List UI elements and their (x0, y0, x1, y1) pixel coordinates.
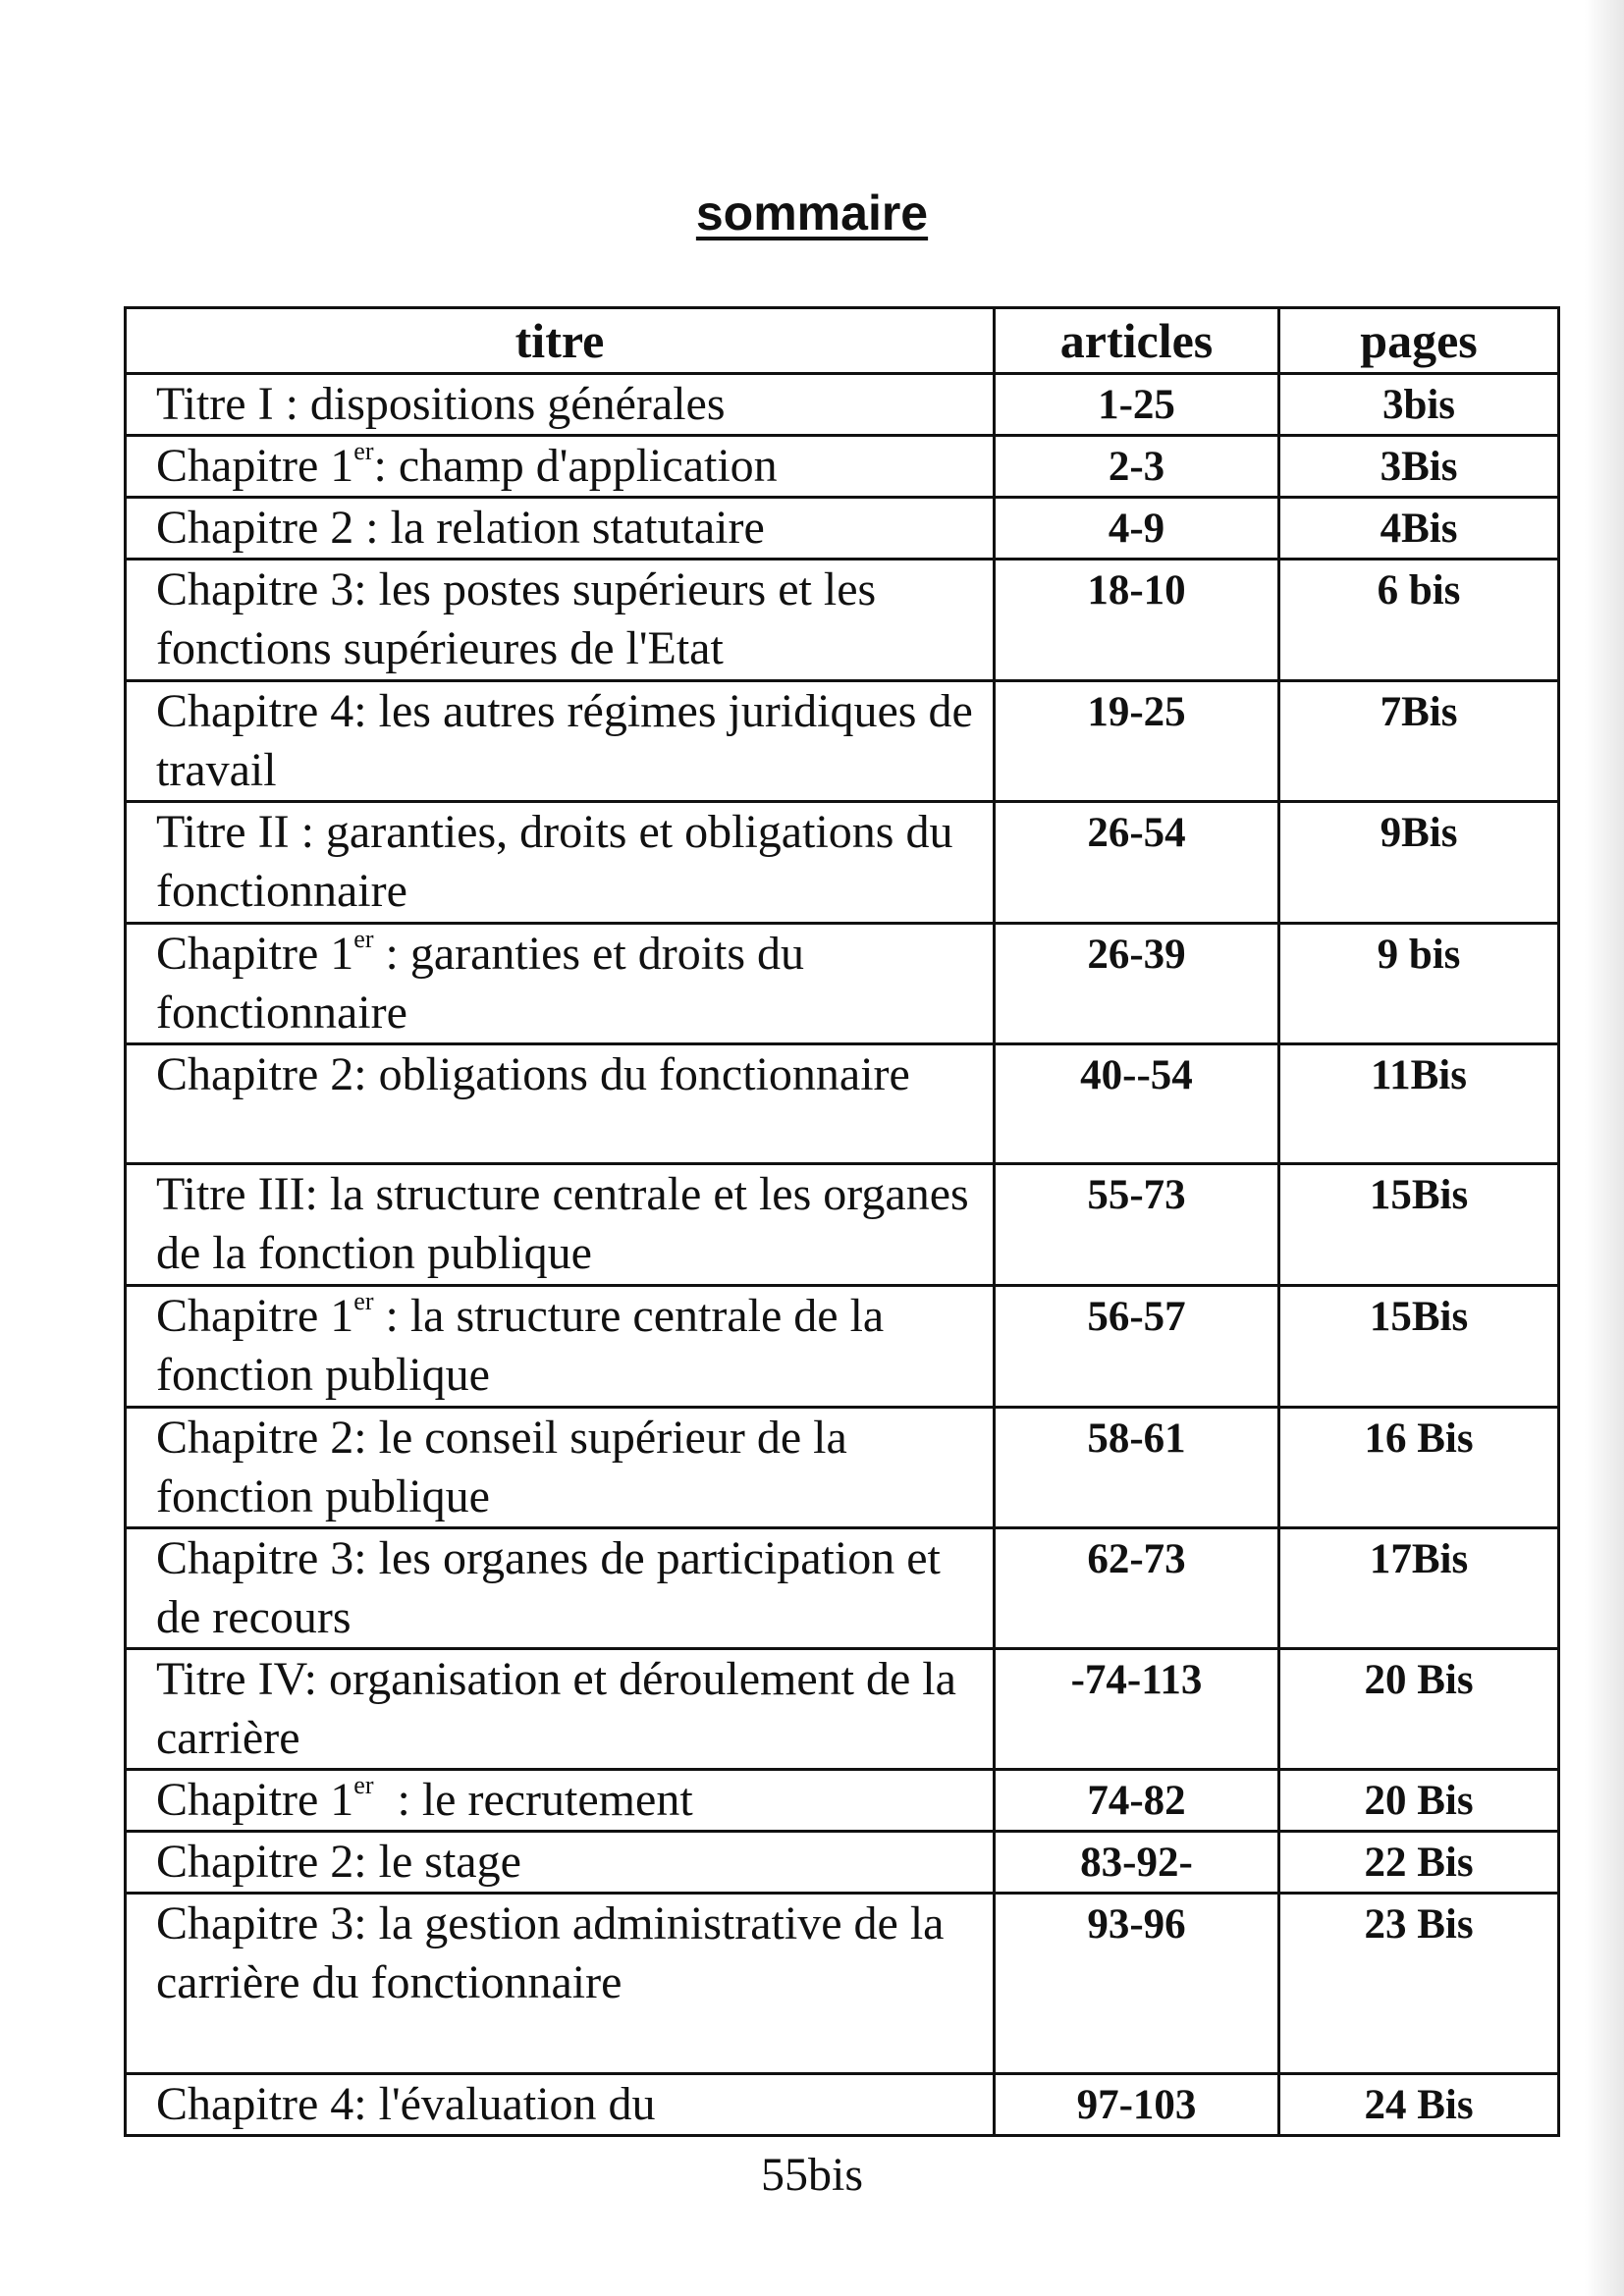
row-articles: 97-103 (995, 2074, 1279, 2136)
row-articles: 83-92- (995, 1832, 1279, 1894)
row-articles: 19-25 (995, 681, 1279, 802)
row-title (126, 1770, 995, 1832)
row-articles: 40--54 (995, 1044, 1279, 1164)
row-title: Chapitre 2: le conseil supérieur de la fonction publique (126, 1408, 995, 1528)
table-row (126, 802, 1559, 924)
row-pages: 15Bis (1279, 1286, 1559, 1408)
row-title: Chapitre 3: la gestion administrative de la carrière du fonctionnaire (126, 1894, 995, 2074)
column-header-articles: articles (995, 308, 1279, 374)
row-title-text: Chapitre 1 (156, 928, 354, 980)
row-pages: 3Bis (1279, 436, 1559, 498)
table-row (126, 1408, 1559, 1528)
row-title: Titre III: la structure centrale et les organes de la fonction publique (126, 1164, 995, 1286)
column-header-pages: pages (1279, 308, 1559, 374)
row-articles: 56-57 (995, 1286, 1279, 1408)
row-title: Chapitre 2 : la relation statutaire (126, 498, 995, 560)
row-title: Chapitre 4: l'évaluation du (126, 2074, 995, 2136)
table-row (126, 1770, 1559, 1832)
table-row (126, 374, 1559, 436)
row-title (126, 436, 995, 498)
table-row (126, 2074, 1559, 2136)
row-articles: 26-39 (995, 924, 1279, 1044)
row-pages: 4Bis (1279, 498, 1559, 560)
row-title: Chapitre 3: les organes de participation et de recours (126, 1528, 995, 1649)
table-row (126, 1832, 1559, 1894)
row-articles: 2-3 (995, 436, 1279, 498)
row-title (126, 924, 995, 1044)
row-pages: 20 Bis (1279, 1770, 1559, 1832)
row-articles: 26-54 (995, 802, 1279, 924)
row-articles: 62-73 (995, 1528, 1279, 1649)
row-title: Chapitre 4: les autres régimes juridiques de travail (126, 681, 995, 802)
row-pages: 9 bis (1279, 924, 1559, 1044)
row-pages: 7Bis (1279, 681, 1559, 802)
table-row (126, 436, 1559, 498)
row-articles: 93-96 (995, 1894, 1279, 2074)
row-pages: 22 Bis (1279, 1832, 1559, 1894)
row-articles: 74-82 (995, 1770, 1279, 1832)
row-title (126, 1286, 995, 1408)
scan-edge-shadow (1585, 0, 1624, 2296)
row-articles: 1-25 (995, 374, 1279, 436)
row-articles: -74-113 (995, 1649, 1279, 1770)
row-pages: 15Bis (1279, 1164, 1559, 1286)
row-title-superscript: er (353, 1287, 374, 1315)
table-row (126, 560, 1559, 681)
table-row (126, 1164, 1559, 1286)
row-pages: 3bis (1279, 374, 1559, 436)
row-pages: 16 Bis (1279, 1408, 1559, 1528)
row-articles: 4-9 (995, 498, 1279, 560)
row-title-text: Chapitre 1 (156, 440, 354, 492)
row-title-text: : le recrutement (373, 1774, 693, 1826)
row-title-superscript: er (353, 1771, 374, 1799)
page-number: 55bis (760, 2149, 863, 2201)
table-row (126, 1528, 1559, 1649)
summary-table (124, 306, 1560, 2137)
row-title-text: : la structure centrale de la fonction publique (156, 1290, 885, 1401)
row-pages: 20 Bis (1279, 1649, 1559, 1770)
row-articles: 55-73 (995, 1164, 1279, 1286)
table-row (126, 1894, 1559, 2074)
table-row (126, 681, 1559, 802)
row-title: Chapitre 2: le stage (126, 1832, 995, 1894)
row-title: Titre II : garanties, droits et obligations du fonctionnaire (126, 802, 995, 924)
row-title-text: Chapitre 1 (156, 1290, 354, 1342)
table-row (126, 1044, 1559, 1164)
page-title: sommaire (695, 186, 929, 240)
row-title: Chapitre 2: obligations du fonctionnaire (126, 1044, 995, 1164)
row-title: Chapitre 3: les postes supérieurs et les fonctions supérieures de l'Etat (126, 560, 995, 681)
row-pages: 9Bis (1279, 802, 1559, 924)
row-title: Titre I : dispositions générales (126, 374, 995, 436)
row-pages: 23 Bis (1279, 1894, 1559, 2074)
row-pages: 17Bis (1279, 1528, 1559, 1649)
row-articles: 18-10 (995, 560, 1279, 681)
row-title: Titre IV: organisation et déroulement de la carrière (126, 1649, 995, 1770)
row-pages: 24 Bis (1279, 2074, 1559, 2136)
table-row (126, 498, 1559, 560)
row-pages: 6 bis (1279, 560, 1559, 681)
column-header-titre: titre (126, 308, 995, 374)
row-articles: 58-61 (995, 1408, 1279, 1528)
row-title-superscript: er (353, 925, 374, 953)
table-row (126, 924, 1559, 1044)
row-title-superscript: er (353, 437, 374, 465)
table-row (126, 1649, 1559, 1770)
row-pages: 11Bis (1279, 1044, 1559, 1164)
row-title-text: : garanties et droits du fonctionnaire (156, 928, 805, 1039)
table-row (126, 1286, 1559, 1408)
row-title-text: Chapitre 1 (156, 1774, 354, 1826)
row-title-text: : champ d'application (373, 440, 778, 492)
table-header-row (126, 308, 1559, 374)
